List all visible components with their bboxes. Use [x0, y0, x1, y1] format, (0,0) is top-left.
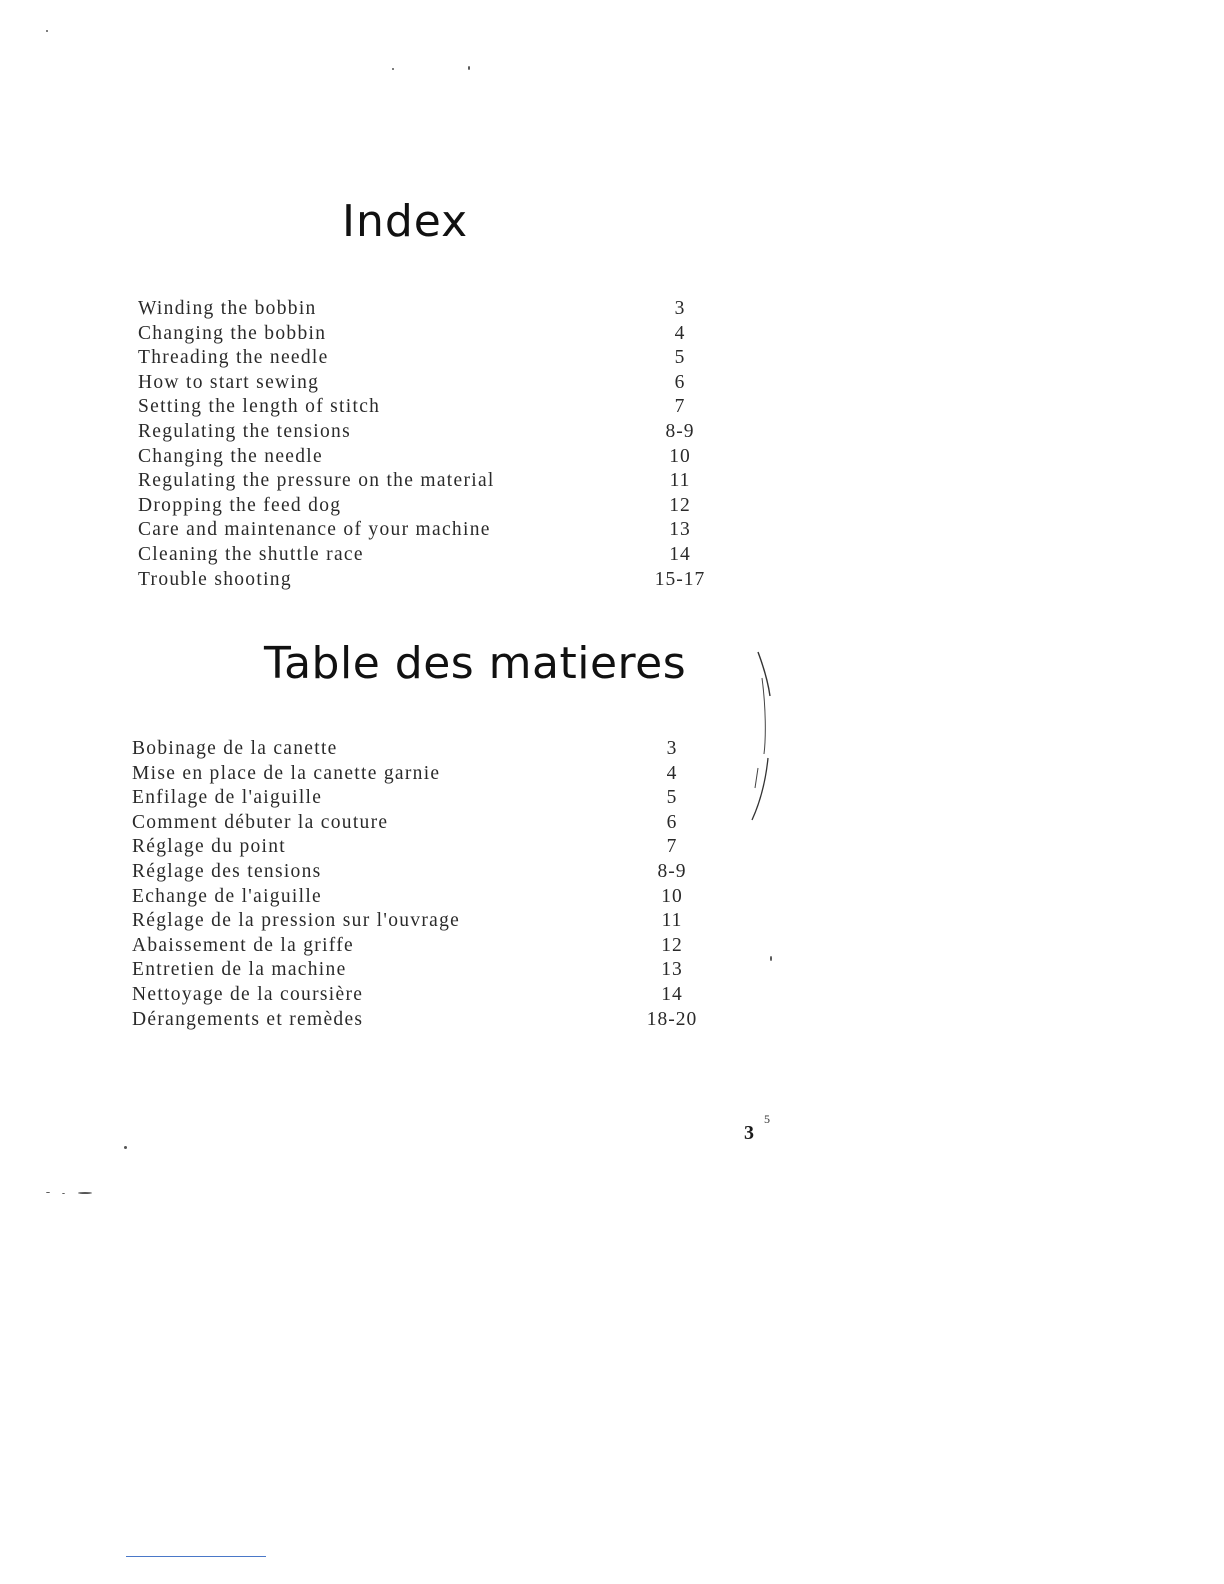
- toc-entry-label: Bobinage de la canette: [132, 738, 338, 759]
- table-des-matieres-title: Table des matieres: [264, 638, 687, 689]
- scan-speck: [124, 1146, 127, 1149]
- toc-entry: [138, 543, 712, 568]
- toc-entry: [132, 934, 704, 959]
- toc-entry: [138, 494, 712, 519]
- toc-entry: [132, 860, 704, 885]
- toc-entry-label: Changing the needle: [138, 445, 323, 467]
- toc-entry: [132, 885, 704, 910]
- toc-entry: [138, 518, 712, 543]
- toc-entry-page: 4: [674, 322, 686, 344]
- toc-entry-label: Threading the needle: [138, 347, 329, 369]
- toc-entry: [132, 786, 704, 811]
- toc-entry-page: 8-9: [657, 860, 687, 882]
- toc-entry: [138, 371, 712, 396]
- toc-entry-label: Entretien de la machine: [132, 959, 347, 981]
- toc-entry-page: 7: [666, 836, 678, 858]
- toc-entry-label: Mise en place de la canette garnie: [132, 762, 441, 784]
- toc-entry: [138, 346, 712, 371]
- toc-entry: [138, 568, 712, 593]
- toc-entry-page: 14: [669, 543, 691, 565]
- table-des-matieres-list: [132, 737, 704, 1032]
- toc-entry: [138, 445, 712, 470]
- toc-entry-page: 13: [669, 519, 691, 541]
- scan-speck: [468, 66, 470, 70]
- toc-entry-page: 18-20: [646, 1008, 698, 1030]
- bottom-rule: [126, 1556, 266, 1557]
- toc-entry-page: 3: [666, 738, 678, 759]
- toc-entry-label: Regulating the pressure on the material: [138, 470, 495, 492]
- toc-entry: [132, 811, 704, 836]
- toc-entry-page: 3: [674, 298, 686, 319]
- toc-entry-label: Nettoyage de la coursière: [132, 983, 364, 1005]
- toc-entry-label: Care and maintenance of your machine: [138, 519, 491, 541]
- toc-entry: [132, 983, 704, 1008]
- toc-entry-label: Abaissement de la griffe: [132, 934, 354, 956]
- index-title: Index: [342, 196, 469, 247]
- toc-entry: [132, 909, 704, 934]
- toc-entry-label: How to start sewing: [138, 371, 320, 393]
- toc-entry: [132, 737, 704, 762]
- toc-entry-page: 12: [661, 934, 683, 956]
- toc-entry: [138, 297, 712, 322]
- scan-speck: [62, 1193, 65, 1194]
- toc-entry-page: 11: [661, 910, 683, 932]
- scan-speck: [78, 1192, 92, 1194]
- toc-entry-page: 11: [669, 470, 691, 492]
- scan-speck: [46, 1192, 50, 1193]
- toc-entry-page: 6: [666, 811, 678, 833]
- scan-speck: [46, 30, 48, 32]
- toc-entry: [132, 1008, 704, 1033]
- scan-speck: [770, 956, 772, 961]
- toc-entry-label: Winding the bobbin: [138, 298, 317, 319]
- toc-entry: [138, 469, 712, 494]
- toc-entry: [132, 762, 704, 787]
- toc-entry-label: Enfilage de l'aiguille: [132, 787, 323, 809]
- toc-entry: [132, 835, 704, 860]
- toc-entry: [138, 420, 712, 445]
- toc-entry-page: 10: [661, 885, 683, 907]
- toc-entry-page: 13: [661, 959, 683, 981]
- toc-entry-label: Réglage de la pression sur l'ouvrage: [132, 910, 461, 932]
- toc-entry-label: Cleaning the shuttle race: [138, 543, 364, 565]
- toc-entry: [138, 322, 712, 347]
- page-number: 3: [744, 1122, 754, 1144]
- toc-entry-page: 14: [661, 983, 683, 1005]
- toc-entry-label: Regulating the tensions: [138, 420, 351, 442]
- toc-entry-label: Dropping the feed dog: [138, 494, 342, 516]
- toc-entry-page: 5: [666, 787, 678, 809]
- toc-entry-page: 15-17: [654, 568, 706, 590]
- toc-entry-page: 10: [669, 445, 691, 467]
- page-number-extra: 5: [764, 1112, 770, 1126]
- toc-entry-page: 4: [666, 762, 678, 784]
- toc-entry-page: 6: [674, 371, 686, 393]
- toc-entry-label: Echange de l'aiguille: [132, 885, 322, 907]
- toc-entry-page: 5: [674, 347, 686, 369]
- toc-entry-label: Trouble shooting: [138, 568, 292, 590]
- toc-entry: [138, 395, 712, 420]
- toc-entry-label: Réglage du point: [132, 836, 287, 858]
- toc-entry-label: Dérangements et remèdes: [132, 1008, 364, 1030]
- index-list: [138, 297, 712, 592]
- scan-speck: [392, 68, 394, 70]
- toc-entry-page: 8-9: [665, 420, 695, 442]
- toc-entry-label: Réglage des tensions: [132, 860, 322, 882]
- toc-entry-label: Comment débuter la couture: [132, 811, 389, 833]
- margin-pen-strokes: [740, 648, 790, 828]
- toc-entry-label: Setting the length of stitch: [138, 396, 381, 418]
- toc-entry-page: 12: [669, 494, 691, 516]
- toc-entry: [132, 958, 704, 983]
- toc-entry-page: 7: [674, 396, 686, 418]
- toc-entry-label: Changing the bobbin: [138, 322, 327, 344]
